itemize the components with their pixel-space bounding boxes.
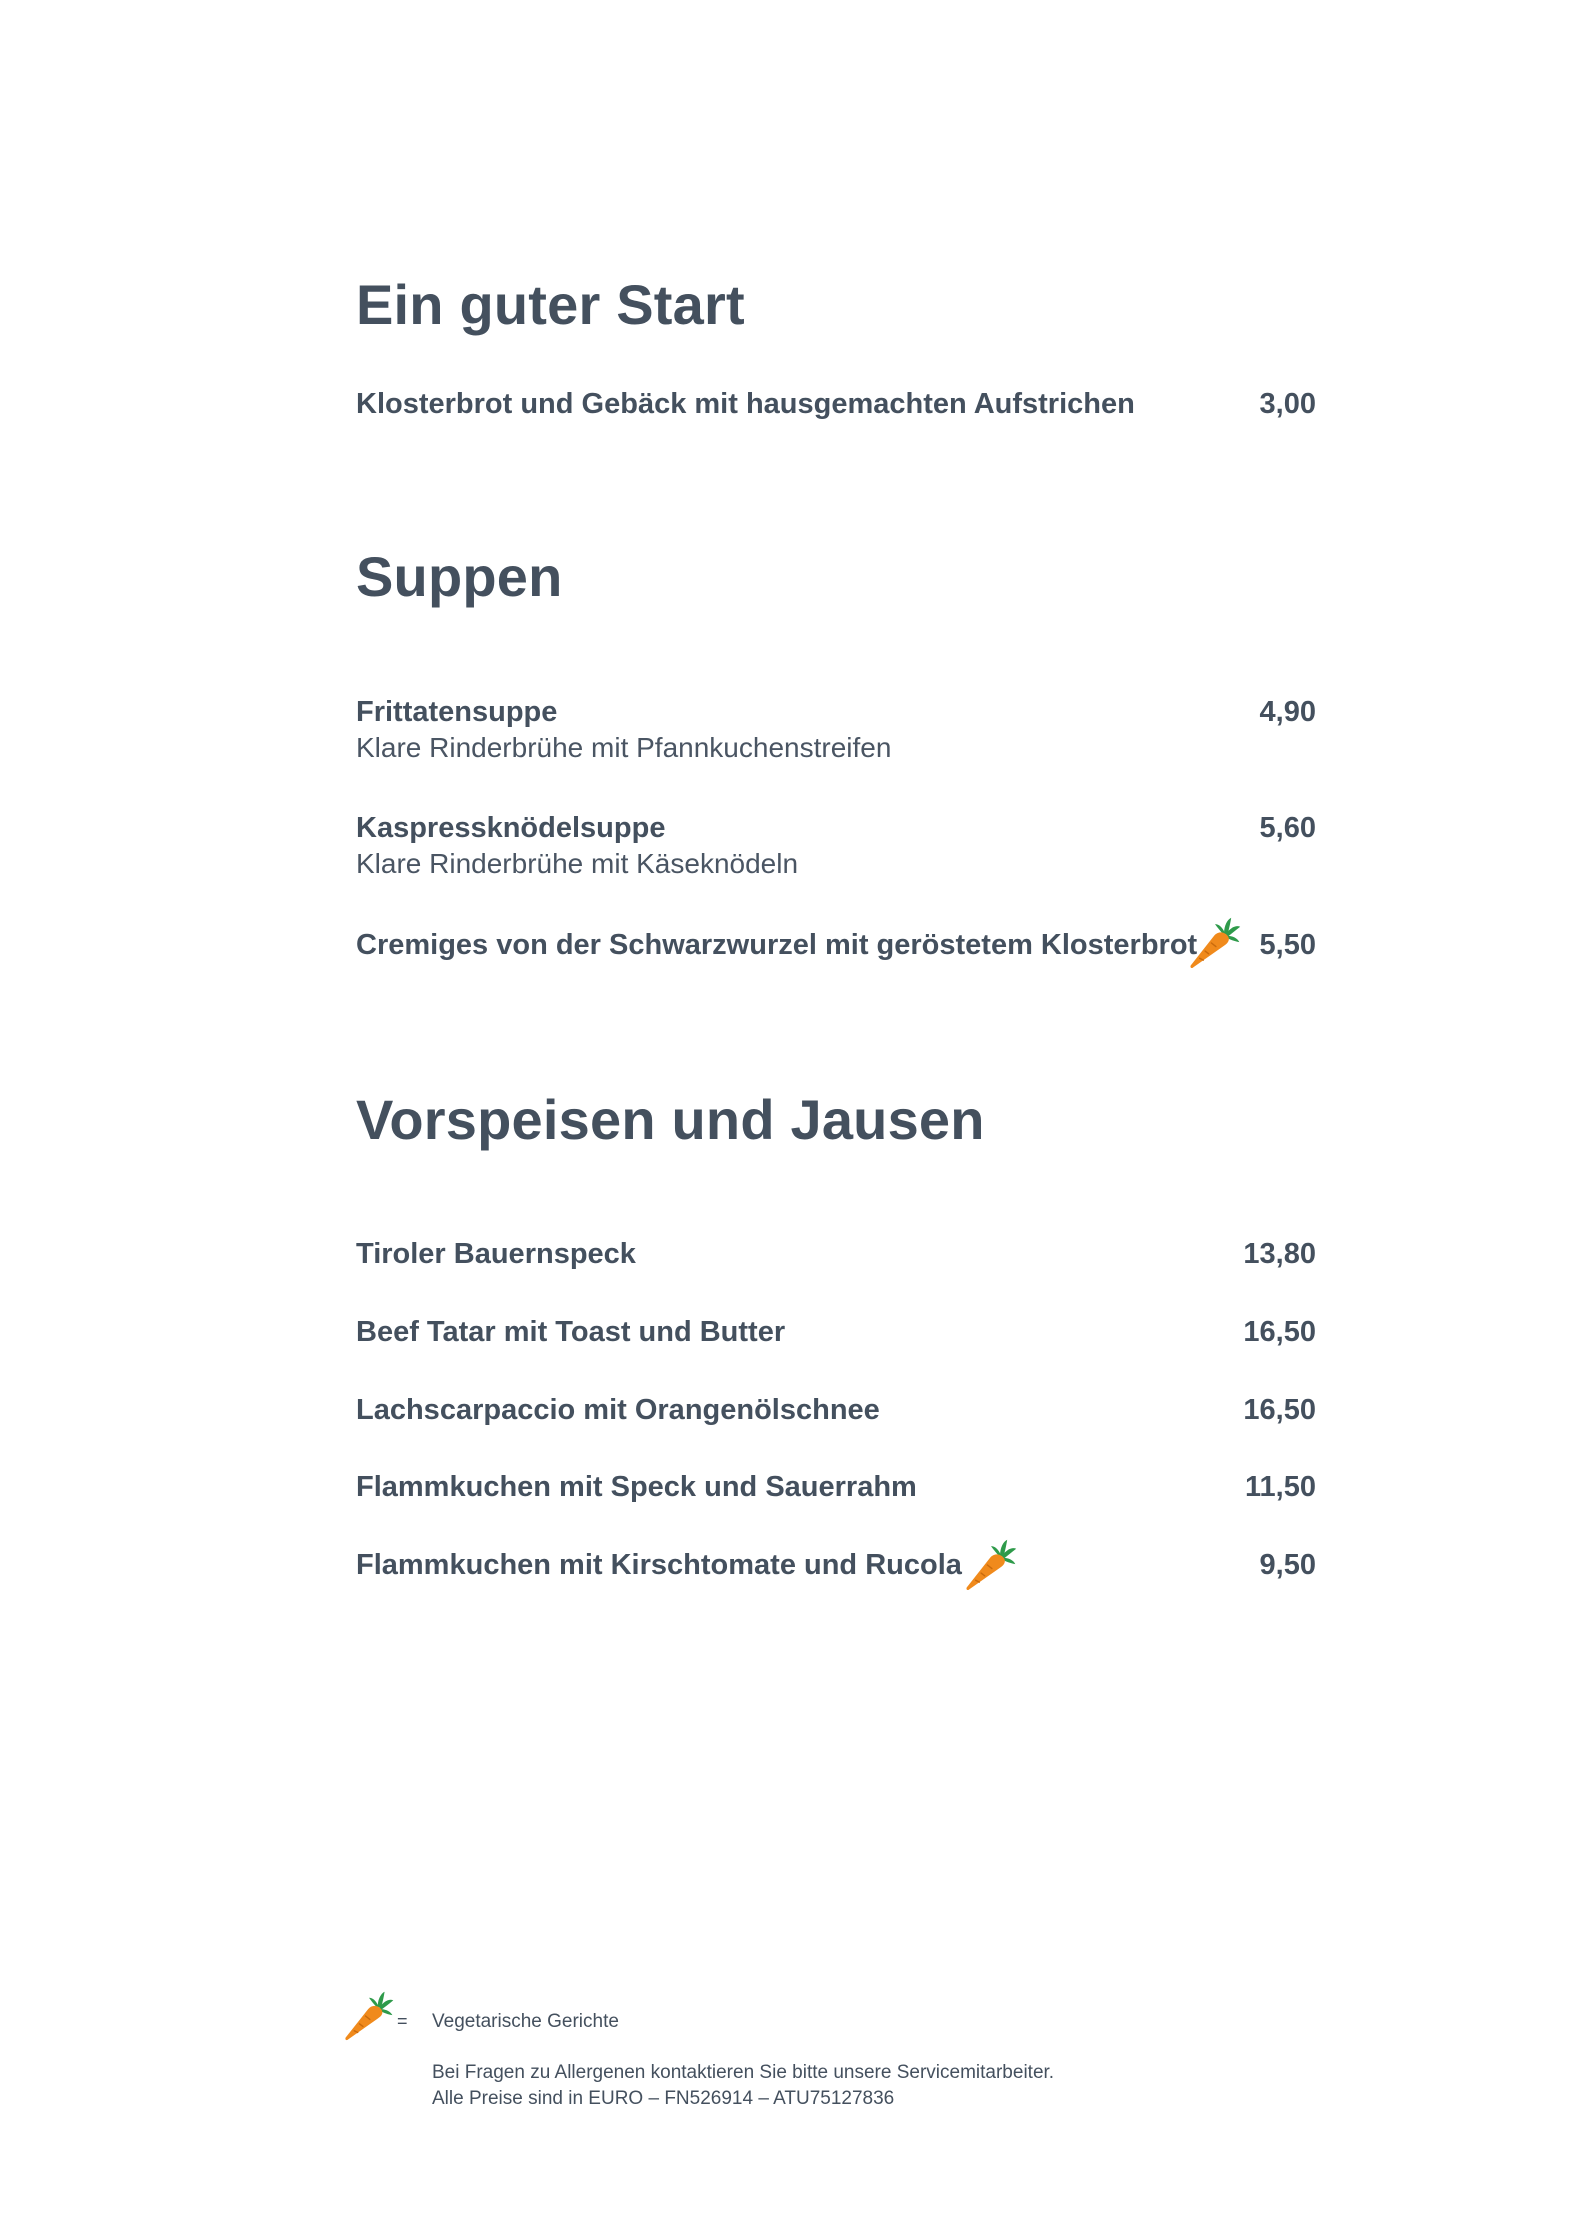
item-price: 3,00 — [1259, 388, 1316, 420]
item-price: 5,60 — [1259, 812, 1316, 844]
section-title-suppen: Suppen — [356, 545, 563, 608]
item-name: Flammkuchen mit Speck und Sauerrahm — [356, 1471, 917, 1503]
item-price: 4,90 — [1259, 696, 1316, 728]
item-name: Frittatensuppe — [356, 696, 558, 728]
item-price: 16,50 — [1243, 1394, 1316, 1426]
item-name: Tiroler Bauernspeck — [356, 1238, 636, 1270]
section-title-vorspeisen: Vorspeisen und Jausen — [356, 1088, 985, 1151]
item-price: 13,80 — [1243, 1238, 1316, 1270]
menu-item — [356, 1392, 1316, 1428]
menu-item — [356, 927, 1316, 963]
carrot-icon — [343, 1990, 395, 2042]
item-description: Klare Rinderbrühe mit Pfannkuchenstreifen — [356, 732, 892, 763]
carrot-icon — [964, 1538, 1018, 1592]
menu-item — [356, 1547, 1316, 1583]
legend-separator: = — [397, 2011, 408, 2031]
menu-item — [356, 1236, 1316, 1272]
menu-item — [356, 1314, 1316, 1350]
menu-item — [356, 810, 1316, 882]
footer-price-note: Alle Preise sind in EURO – FN526914 – ATU75127836 — [432, 2088, 895, 2109]
item-price: 9,50 — [1259, 1549, 1316, 1581]
item-description: Klare Rinderbrühe mit Käseknödeln — [356, 848, 799, 879]
item-price: 16,50 — [1243, 1316, 1316, 1348]
menu-item — [356, 386, 1316, 422]
item-name: Lachscarpaccio mit Orangenölschnee — [356, 1394, 880, 1426]
item-price: 11,50 — [1245, 1471, 1316, 1503]
footer-allergen-note: Bei Fragen zu Allergenen kontaktieren Sie bitte unsere Servicemitarbeiter. — [432, 2062, 1055, 2083]
legend-text: Vegetarische Gerichte — [432, 2011, 619, 2032]
section-title-start: Ein guter Start — [356, 273, 745, 336]
item-name: Flammkuchen mit Kirschtomate und Rucola — [356, 1549, 962, 1581]
item-name: Klosterbrot und Gebäck mit hausgemachten Aufstrichen — [356, 388, 1135, 420]
item-name: Cremiges von der Schwarzwurzel mit geröstetem Klosterbrot — [356, 929, 1198, 961]
item-price: 5,50 — [1259, 929, 1316, 961]
item-name: Kaspressknödelsuppe — [356, 812, 666, 844]
menu-item — [356, 1469, 1316, 1505]
item-name: Beef Tatar mit Toast und Butter — [356, 1316, 786, 1348]
carrot-icon — [1188, 916, 1242, 970]
menu-item — [356, 694, 1316, 766]
